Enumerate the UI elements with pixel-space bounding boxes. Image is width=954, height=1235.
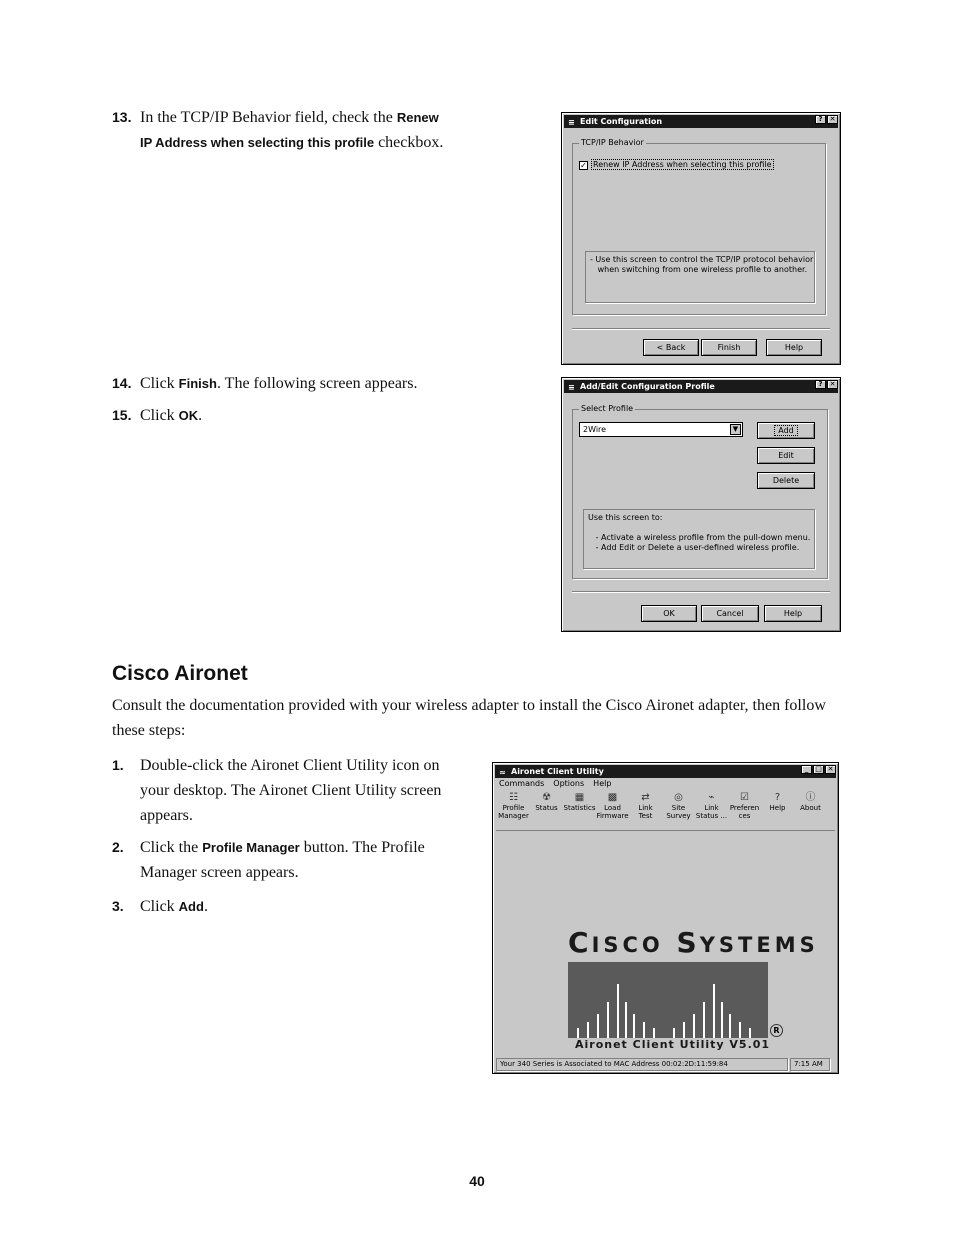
- help-title-button[interactable]: ?: [815, 380, 826, 389]
- step-bold: Profile Manager: [202, 840, 300, 855]
- page-number: 40: [469, 1173, 485, 1189]
- step-number: 15.: [112, 407, 132, 423]
- wireless-icon: ≡: [568, 118, 575, 127]
- site-survey-icon: ◎: [674, 792, 683, 803]
- renew-ip-checkbox[interactable]: ✓: [580, 161, 587, 170]
- statistics-icon: ▦: [574, 792, 585, 803]
- title-bar: [495, 765, 836, 778]
- aironet-client-utility-window: [492, 762, 839, 1074]
- add-button[interactable]: Add: [757, 422, 815, 439]
- aironet-app-icon: ≈: [499, 768, 506, 777]
- wireless-icon: ≡: [568, 383, 575, 392]
- group-label: TCP/IP Behavior: [581, 138, 644, 147]
- back-button[interactable]: < Back: [643, 339, 699, 356]
- about-icon: ⓘ: [805, 792, 816, 803]
- section-intro: Consult the documentation provided with your wireless adapter to install the Cisco Aironet adapter, then follow these steps:: [112, 697, 826, 739]
- dialog-title: Edit Configuration: [580, 117, 663, 126]
- info-box: - Use this screen to control the TCP/IP protocol behavior when switching from one wireless profile to another.: [585, 251, 815, 303]
- cancel-button[interactable]: Cancel: [701, 605, 759, 622]
- step-text: Double-click the Aironet Client Utility icon on your desktop. The Aironet Client Utility screen appears.: [140, 757, 442, 824]
- status-button[interactable]: ☢ Status: [530, 792, 563, 828]
- step-text: Click the: [140, 839, 203, 856]
- renew-ip-label[interactable]: Renew IP Address when selecting this profile: [593, 160, 772, 169]
- status-bar: [496, 1058, 835, 1071]
- menu-commands[interactable]: Commands: [499, 779, 545, 788]
- delete-button[interactable]: Delete: [757, 472, 815, 489]
- close-title-button[interactable]: ✕: [827, 115, 838, 124]
- link-test-icon: ⇄: [641, 792, 650, 803]
- section-title: Cisco Aironet: [112, 662, 248, 685]
- menu-help[interactable]: Help: [593, 779, 612, 788]
- close-title-button[interactable]: ✕: [827, 380, 838, 389]
- title-bar: [564, 380, 838, 393]
- group-label: Select Profile: [581, 404, 634, 413]
- step-text: In the TCP/IP Behavior field, check the: [140, 109, 397, 126]
- maximize-button[interactable]: □: [813, 765, 824, 774]
- step-text: .: [203, 898, 208, 915]
- step-number: 3.: [112, 898, 124, 914]
- step-number: 2.: [112, 839, 124, 855]
- add-edit-profile-dialog: [561, 377, 841, 632]
- profile-manager-icon: ☷: [509, 792, 518, 803]
- cisco-bridge-logo: [568, 962, 768, 1038]
- menu-bar: [495, 778, 836, 790]
- step-number: 1.: [112, 757, 124, 773]
- about-button[interactable]: ⓘ About: [794, 792, 827, 828]
- tcpip-behavior-group: [572, 138, 826, 315]
- step-text: .: [198, 407, 203, 424]
- step-text: Click: [140, 407, 179, 424]
- edit-button[interactable]: Edit: [757, 447, 815, 464]
- client-area: [496, 830, 835, 1056]
- close-button[interactable]: ✕: [825, 765, 836, 774]
- menu-options[interactable]: Options: [553, 779, 585, 788]
- link-test-button[interactable]: ⇄ Link Test: [629, 792, 662, 828]
- status-time: 7:15 AM: [790, 1058, 830, 1071]
- status-message: Your 340 Series is Associated to MAC Address 00:02:2D:11:59:84: [496, 1058, 788, 1071]
- step-bold: Finish: [178, 376, 217, 391]
- separator: [572, 328, 830, 330]
- cisco-systems-logo-text: CISCO SYSTEMS: [568, 926, 819, 959]
- cisco-bridge-icon: [568, 962, 768, 1038]
- step-number: 13.: [112, 109, 132, 125]
- help-title-button[interactable]: ?: [815, 115, 826, 124]
- separator: [572, 591, 830, 593]
- step-text: button. The Profile Manager screen appears.: [140, 839, 425, 881]
- profile-manager-button[interactable]: ☷ Profile Manager: [498, 792, 529, 820]
- status-icon: ☢: [542, 792, 551, 803]
- chevron-down-icon[interactable]: ▼: [730, 424, 741, 435]
- info-box: Use this screen to: - Activate a wireless profile from the pull-down menu. - Add Edit or Delete a user-defined wireless profile.: [583, 509, 815, 569]
- help-button[interactable]: Help: [766, 339, 822, 356]
- step-text: Click: [140, 375, 179, 392]
- step-text: checkbox.: [374, 134, 444, 151]
- minimize-button[interactable]: _: [801, 765, 812, 774]
- step-text: Click: [140, 898, 179, 915]
- step-bold: Renew: [396, 110, 439, 125]
- edit-configuration-dialog: [561, 112, 841, 365]
- preferences-icon: ☑: [740, 792, 749, 803]
- step-bold: OK: [178, 408, 199, 423]
- site-survey-button[interactable]: ◎ Site Survey: [662, 792, 695, 828]
- profile-select[interactable]: 2Wire ▼: [579, 422, 743, 437]
- finish-button[interactable]: Finish: [701, 339, 757, 356]
- ok-button[interactable]: OK: [641, 605, 697, 622]
- load-firmware-button[interactable]: ▩ Load Firmware: [596, 792, 629, 820]
- step-number: 14.: [112, 375, 132, 391]
- utility-version-text: Aironet Client Utility V5.01: [575, 1038, 771, 1051]
- dialog-title: Add/Edit Configuration Profile: [580, 382, 715, 391]
- link-status-button[interactable]: ⌁ Link Status ...: [695, 792, 728, 820]
- step-text: . The following screen appears.: [216, 375, 418, 392]
- title-bar: [564, 115, 838, 128]
- toolbar: [497, 792, 834, 828]
- step-bold: Add: [178, 899, 204, 914]
- statistics-button[interactable]: ▦ Statistics: [563, 792, 596, 812]
- help-icon: ?: [774, 792, 781, 803]
- preferences-button[interactable]: ☑ Preferen ces: [729, 792, 760, 820]
- window-title: Aironet Client Utility: [511, 767, 604, 776]
- firmware-icon: ▩: [607, 792, 618, 803]
- help-tool-button[interactable]: ? Help: [761, 792, 794, 828]
- step-bold: IP Address when selecting this profile: [140, 135, 375, 150]
- registered-icon: R: [770, 1024, 783, 1037]
- link-status-icon: ⌁: [708, 792, 715, 803]
- help-button[interactable]: Help: [764, 605, 822, 622]
- select-profile-group: [572, 404, 828, 579]
